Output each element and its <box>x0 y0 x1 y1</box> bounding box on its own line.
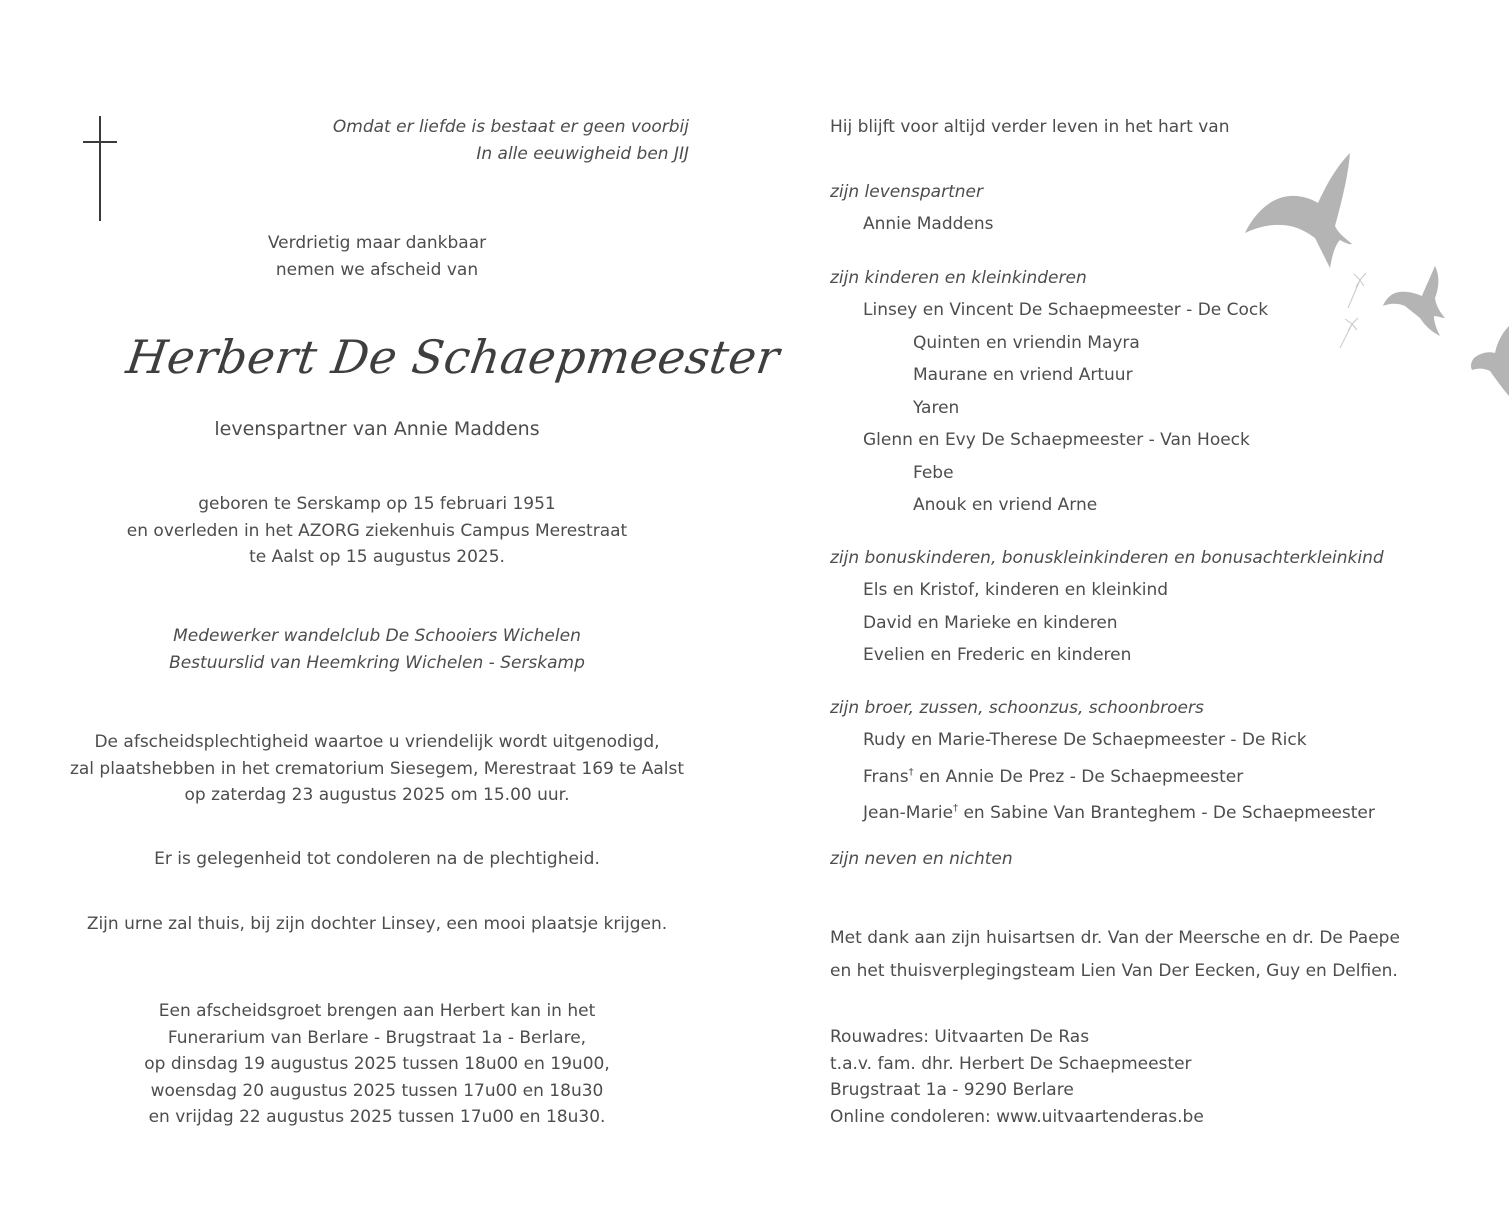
deceased-mark: † <box>908 766 914 778</box>
opening-quote <box>333 114 689 167</box>
grandchild-item: Anouk en vriend Arne <box>913 495 1098 515</box>
sibling-item <box>830 793 1375 830</box>
life-line: geboren te Serskamp op 15 februari 1951 <box>198 494 556 514</box>
visit-line: en vrijdag 22 augustus 2025 tussen 17u00 en 18u30. <box>148 1107 606 1127</box>
cross-icon <box>99 116 101 221</box>
role-line: Bestuurslid van Heemkring Wichelen - Serskamp <box>169 652 585 673</box>
cousins-heading: zijn neven en nichten <box>830 849 1013 869</box>
child-item: Linsey en Vincent De Schaepmeester - De Cock <box>863 300 1269 320</box>
bonus-item: David en Marieke en kinderen <box>863 612 1118 633</box>
sibling-rest: en Annie De Prez - De Schaepmeester <box>913 766 1244 787</box>
partner-line: levenspartner van Annie Maddens <box>214 418 540 440</box>
grandchild-item: Yaren <box>913 397 960 418</box>
grandchild-item: Maurane en vriend Artuur <box>913 365 1133 385</box>
visit-line: woensdag 20 augustus 2025 tussen 17u00 en 18u30 <box>150 1080 604 1101</box>
intro-line: nemen we afscheid van <box>275 259 479 280</box>
ceremony-line: De afscheidsplechtigheid waartoe u vriendelijk wordt uitgenodigd, <box>94 732 660 752</box>
bonus-item: Evelien en Frederic en kinderen <box>863 645 1132 665</box>
bonus-item: Els en Kristof, kinderen en kleinkind <box>863 580 1169 600</box>
partner-heading: zijn levenspartner <box>830 182 983 202</box>
sibling-name: Frans <box>863 766 909 787</box>
grandchild-item: Febe <box>913 462 954 483</box>
ceremony-line: op zaterdag 23 augustus 2025 om 15.00 uur. <box>184 785 570 805</box>
child-item: Glenn en Evy De Schaepmeester - Van Hoeck <box>863 430 1250 450</box>
partner-section <box>830 176 994 241</box>
bird-icon <box>1471 326 1509 396</box>
address-line: t.a.v. fam. dhr. Herbert De Schaepmeester <box>830 1053 1192 1074</box>
deceased-mark: † <box>953 803 959 814</box>
address-line: Brugstraat 1a - 9290 Berlare <box>830 1080 1074 1100</box>
quote-line: In alle eeuwigheid ben JIJ <box>476 143 689 164</box>
bird-icon <box>1383 266 1445 336</box>
sibling-rest: en Sabine Van Branteghem - De Schaepmeester <box>958 803 1375 823</box>
sibling-item <box>830 757 1375 794</box>
bird-icon <box>1245 153 1352 268</box>
ceremony-text <box>57 729 697 809</box>
life-line: en overleden in het AZORG ziekenhuis Campus Merestraat <box>126 520 628 541</box>
visit-line: op dinsdag 19 augustus 2025 tussen 18u00 en 19u00, <box>144 1054 610 1074</box>
address-block <box>830 1024 1204 1130</box>
intro-line: Verdrietig maar dankbaar <box>267 233 487 253</box>
intro-text <box>177 230 577 283</box>
visitation-text <box>77 998 677 1131</box>
visit-line: Een afscheidsgroet brengen aan Herbert kan in het <box>158 1001 596 1021</box>
partner-name: Annie Maddens <box>863 214 994 234</box>
quote-line: Omdat er liefde is bestaat er geen voorbij <box>332 117 689 137</box>
roles <box>77 623 677 676</box>
thanks-text <box>830 922 1400 987</box>
thanks-line: en het thuisverplegingsteam Lien Van Der Eecken, Guy en Delfien. <box>830 960 1398 981</box>
children-heading: zijn kinderen en kleinkinderen <box>830 268 1087 288</box>
bonus-heading: zijn bonuskinderen, bonuskleinkinderen en bonusachterkleinkind <box>830 548 1384 568</box>
cross-icon-bar <box>83 141 117 143</box>
sibling-name: Jean-Marie <box>863 803 954 823</box>
thanks-line: Met dank aan zijn huisartsen dr. Van der Meersche en dr. De Paepe <box>830 928 1400 948</box>
birds-illustration <box>1240 148 1509 408</box>
deceased-name: Herbert De Schaepmeester <box>123 330 783 384</box>
children-section <box>830 262 1268 522</box>
role-line: Medewerker wandelclub De Schooiers Wichelen <box>173 626 581 646</box>
siblings-heading: zijn broer, zussen, schoonzus, schoonbroers <box>830 698 1204 718</box>
life-line: te Aalst op 15 augustus 2025. <box>249 547 505 567</box>
urn-text: Zijn urne zal thuis, bij zijn dochter Linsey, een mooi plaatsje krijgen. <box>86 914 668 934</box>
siblings-section <box>830 692 1375 830</box>
ceremony-line: zal plaatshebben in het crematorium Siesegem, Merestraat 169 te Aalst <box>69 758 685 779</box>
grandchild-item: Quinten en vriendin Mayra <box>913 332 1140 353</box>
sibling-item: Rudy en Marie-Therese De Schaepmeester - De Rick <box>863 730 1307 750</box>
right-intro: Hij blijft voor altijd verder leven in het hart van <box>830 117 1230 137</box>
visit-line: Funerarium van Berlare - Brugstraat 1a - Berlare, <box>167 1027 587 1048</box>
life-dates <box>77 491 677 571</box>
address-line: Online condoleren: www.uitvaartenderas.be <box>830 1106 1204 1127</box>
bonus-section <box>830 542 1384 672</box>
address-line: Rouwadres: Uitvaarten De Ras <box>830 1027 1090 1047</box>
condolence-text: Er is gelegenheid tot condoleren na de plechtigheid. <box>154 849 600 869</box>
